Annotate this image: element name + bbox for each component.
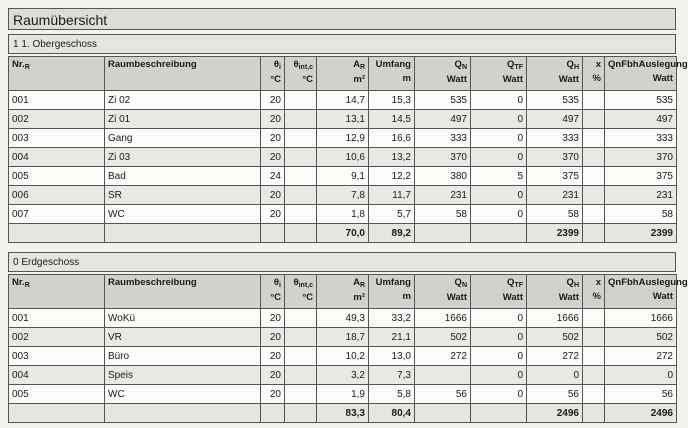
cell-room-number: 005	[9, 385, 105, 404]
cell-area: 13,1	[317, 110, 369, 129]
cell-perimeter: 12,2	[369, 167, 415, 186]
cell-heat-load-qn: 272	[415, 347, 471, 366]
cell-heat-load-qtf: 0	[471, 205, 527, 224]
column-unit: m²	[353, 74, 365, 85]
column-subscript: H	[573, 282, 579, 289]
column-header-label	[567, 277, 579, 288]
cell-heat-load-qtf: 0	[471, 328, 527, 347]
cell-floor-heating-design: 535	[605, 91, 677, 110]
column-header-label	[12, 59, 30, 70]
column-symbol: Umfang	[375, 59, 411, 70]
column-symbol: Q	[566, 277, 574, 288]
column-subscript: N	[461, 64, 467, 71]
cell-room-number: 005	[9, 167, 105, 186]
column-subscript: TF	[514, 64, 523, 71]
cell-x-percent	[583, 366, 605, 385]
cell-floor-heating-design: 375	[605, 167, 677, 186]
cell-perimeter: 15,3	[369, 91, 415, 110]
column-subscript: R	[359, 64, 365, 71]
totals-row	[9, 224, 677, 243]
cell-room-description: SR	[105, 186, 261, 205]
cell-heat-load-qn	[415, 366, 471, 385]
cell-floor-heating-design: 272	[605, 347, 677, 366]
column-symbol: θ	[293, 277, 299, 288]
total-heat-load-qn	[415, 224, 471, 243]
column-header-label	[274, 59, 281, 70]
section-heading: 0 Erdgeschoss	[8, 252, 676, 272]
cell-area: 14,7	[317, 91, 369, 110]
cell-x-percent	[583, 385, 605, 404]
column-unit: m	[402, 73, 411, 84]
cell-floor-heating-design: 0	[605, 366, 677, 385]
cell-perimeter: 16,6	[369, 129, 415, 148]
total-temp-int-c	[285, 224, 317, 243]
cell-heat-load-qtf: 0	[471, 309, 527, 328]
table-row	[9, 110, 677, 129]
cell-perimeter: 11,7	[369, 186, 415, 205]
cell-heat-load-qh: 231	[527, 186, 583, 205]
cell-room-number: 002	[9, 328, 105, 347]
cell-heat-load-qh: 1666	[527, 309, 583, 328]
cell-heat-load-qh: 272	[527, 347, 583, 366]
cell-heat-load-qtf: 0	[471, 385, 527, 404]
column-symbol: QnFbhAuslegung	[608, 59, 688, 70]
column-header-label	[12, 277, 30, 288]
cell-area: 12,9	[317, 129, 369, 148]
cell-heat-load-qn: 497	[415, 110, 471, 129]
room-table	[8, 274, 688, 423]
cell-perimeter: 21,1	[369, 328, 415, 347]
total-inside-temp	[261, 404, 285, 423]
column-header-area	[317, 275, 369, 309]
total-heat-load-qtf	[471, 224, 527, 243]
column-header-heat-load-qtf	[471, 57, 527, 91]
column-unit: m²	[353, 292, 365, 303]
column-subscript: int,c	[298, 282, 313, 289]
column-header-label	[108, 277, 197, 288]
cell-inside-temp: 20	[261, 91, 285, 110]
column-symbol: A	[353, 277, 360, 288]
cell-room-number: 002	[9, 110, 105, 129]
column-header-x-percent	[583, 57, 605, 91]
column-unit: Watt	[652, 73, 673, 84]
section-heading: 1 1. Obergeschoss	[8, 34, 676, 54]
column-symbol: Nr.	[12, 277, 25, 288]
total-perimeter: 80,4	[369, 404, 415, 423]
column-symbol: Nr.	[12, 59, 25, 70]
cell-area: 10,6	[317, 148, 369, 167]
table-row	[9, 91, 677, 110]
cell-x-percent	[583, 347, 605, 366]
cell-room-description: Büro	[105, 347, 261, 366]
cell-heat-load-qn: 502	[415, 328, 471, 347]
cell-heat-load-qh: 0	[527, 366, 583, 385]
cell-x-percent	[583, 328, 605, 347]
total-area: 70,0	[317, 224, 369, 243]
column-header-inside-temp	[261, 275, 285, 309]
cell-heat-load-qh: 333	[527, 129, 583, 148]
column-header-label	[608, 59, 688, 70]
column-header-x-percent	[583, 275, 605, 309]
column-unit: Watt	[502, 292, 523, 303]
total-floor-heating-design: 2399	[605, 224, 677, 243]
column-unit: °C	[302, 74, 313, 85]
cell-heat-load-qtf: 0	[471, 148, 527, 167]
total-x-percent	[583, 404, 605, 423]
cell-temp-int-c	[285, 205, 317, 224]
column-header-heat-load-qn	[415, 57, 471, 91]
cell-temp-int-c	[285, 91, 317, 110]
cell-temp-int-c	[285, 347, 317, 366]
cell-room-description: Bad	[105, 167, 261, 186]
total-inside-temp	[261, 224, 285, 243]
cell-temp-int-c	[285, 129, 317, 148]
cell-heat-load-qn: 1666	[415, 309, 471, 328]
cell-heat-load-qh: 375	[527, 167, 583, 186]
cell-floor-heating-design: 497	[605, 110, 677, 129]
cell-temp-int-c	[285, 309, 317, 328]
column-header-label	[596, 277, 601, 288]
cell-x-percent	[583, 186, 605, 205]
cell-temp-int-c	[285, 186, 317, 205]
column-unit: %	[592, 73, 601, 84]
cell-area: 7,8	[317, 186, 369, 205]
cell-inside-temp: 20	[261, 309, 285, 328]
total-heat-load-qh: 2496	[527, 404, 583, 423]
cell-inside-temp: 20	[261, 347, 285, 366]
column-subscript: N	[461, 282, 467, 289]
column-header-label	[507, 59, 523, 70]
totals-row	[9, 404, 677, 423]
cell-inside-temp: 20	[261, 366, 285, 385]
column-header-area	[317, 57, 369, 91]
cell-heat-load-qn: 380	[415, 167, 471, 186]
cell-room-number: 004	[9, 148, 105, 167]
column-header-label	[455, 59, 467, 70]
cell-room-number: 006	[9, 186, 105, 205]
page-title: Raumübersicht	[8, 8, 676, 30]
cell-inside-temp: 20	[261, 129, 285, 148]
column-header-room-number	[9, 275, 105, 309]
cell-room-number: 007	[9, 205, 105, 224]
cell-heat-load-qtf: 5	[471, 167, 527, 186]
cell-floor-heating-design: 370	[605, 148, 677, 167]
table-row	[9, 328, 677, 347]
cell-heat-load-qtf: 0	[471, 186, 527, 205]
total-heat-load-qtf	[471, 404, 527, 423]
column-header-label	[376, 59, 411, 70]
column-symbol: QnFbhAuslegung	[608, 277, 688, 288]
cell-heat-load-qn: 56	[415, 385, 471, 404]
cell-perimeter: 13,0	[369, 347, 415, 366]
cell-heat-load-qn: 58	[415, 205, 471, 224]
cell-heat-load-qn: 333	[415, 129, 471, 148]
column-unit: Watt	[558, 292, 579, 303]
cell-room-number: 004	[9, 366, 105, 385]
column-header-label	[293, 277, 313, 288]
column-symbol: θ	[273, 59, 280, 70]
column-header-label	[108, 59, 197, 70]
cell-x-percent	[583, 110, 605, 129]
table-row	[9, 366, 677, 385]
cell-x-percent	[583, 205, 605, 224]
column-symbol: Q	[507, 277, 515, 288]
cell-heat-load-qtf: 0	[471, 366, 527, 385]
column-header-label	[596, 59, 601, 70]
total-heat-load-qn	[415, 404, 471, 423]
cell-heat-load-qtf: 0	[471, 91, 527, 110]
column-symbol: Q	[454, 277, 462, 288]
cell-x-percent	[583, 167, 605, 186]
cell-x-percent	[583, 309, 605, 328]
column-subscript: H	[573, 64, 579, 71]
total-area: 83,3	[317, 404, 369, 423]
column-header-temp-int-c	[285, 275, 317, 309]
cell-heat-load-qtf: 0	[471, 129, 527, 148]
table-row	[9, 347, 677, 366]
cell-inside-temp: 20	[261, 385, 285, 404]
cell-heat-load-qh: 502	[527, 328, 583, 347]
column-subscript: int,c	[298, 64, 313, 71]
column-header-label	[455, 277, 467, 288]
column-subscript: TF	[514, 282, 523, 289]
cell-heat-load-qn: 535	[415, 91, 471, 110]
cell-floor-heating-design: 502	[605, 328, 677, 347]
column-unit: Watt	[446, 292, 467, 303]
total-temp-int-c	[285, 404, 317, 423]
column-unit: Watt	[446, 74, 467, 85]
column-unit: °C	[302, 292, 313, 303]
total-x-percent	[583, 224, 605, 243]
cell-room-description: Gang	[105, 129, 261, 148]
cell-floor-heating-design: 58	[605, 205, 677, 224]
column-unit: m	[402, 291, 411, 302]
total-floor-heating-design: 2496	[605, 404, 677, 423]
cell-room-description: Zi 01	[105, 110, 261, 129]
column-unit: Watt	[558, 74, 579, 85]
cell-area: 9,1	[317, 167, 369, 186]
column-symbol: x	[595, 59, 601, 70]
column-subscript: i	[279, 282, 281, 289]
column-header-temp-int-c	[285, 57, 317, 91]
column-unit: Watt	[652, 291, 673, 302]
table-row	[9, 309, 677, 328]
cell-perimeter: 7,3	[369, 366, 415, 385]
cell-area: 18,7	[317, 328, 369, 347]
cell-perimeter: 5,8	[369, 385, 415, 404]
column-header-label	[353, 59, 365, 70]
table-row	[9, 148, 677, 167]
cell-heat-load-qn: 370	[415, 148, 471, 167]
column-symbol: Q	[454, 59, 462, 70]
cell-area: 1,8	[317, 205, 369, 224]
column-header-label	[274, 277, 281, 288]
column-unit: °C	[270, 74, 281, 85]
cell-floor-heating-design: 1666	[605, 309, 677, 328]
column-header-inside-temp	[261, 57, 285, 91]
cell-temp-int-c	[285, 328, 317, 347]
cell-inside-temp: 24	[261, 167, 285, 186]
cell-floor-heating-design: 333	[605, 129, 677, 148]
cell-perimeter: 33,2	[369, 309, 415, 328]
column-symbol: Raumbeschreibung	[108, 59, 197, 70]
cell-floor-heating-design: 231	[605, 186, 677, 205]
cell-heat-load-qh: 535	[527, 91, 583, 110]
total-perimeter: 89,2	[369, 224, 415, 243]
cell-room-description: WoKü	[105, 309, 261, 328]
column-unit: °C	[270, 292, 281, 303]
total-room-description	[105, 404, 261, 423]
cell-perimeter: 5,7	[369, 205, 415, 224]
cell-room-description: WC	[105, 205, 261, 224]
total-room-number	[9, 224, 105, 243]
cell-room-description: Zi 03	[105, 148, 261, 167]
table-row	[9, 186, 677, 205]
cell-perimeter: 14,5	[369, 110, 415, 129]
column-header-room-description	[105, 57, 261, 91]
column-symbol: θ	[273, 277, 280, 288]
column-symbol: x	[595, 277, 601, 288]
cell-heat-load-qh: 58	[527, 205, 583, 224]
column-header-floor-heating-design	[605, 275, 688, 309]
cell-x-percent	[583, 91, 605, 110]
cell-inside-temp: 20	[261, 148, 285, 167]
cell-heat-load-qh: 56	[527, 385, 583, 404]
column-symbol: θ	[293, 59, 299, 70]
cell-room-number: 001	[9, 91, 105, 110]
cell-heat-load-qtf: 0	[471, 347, 527, 366]
cell-room-number: 003	[9, 347, 105, 366]
cell-heat-load-qh: 497	[527, 110, 583, 129]
column-header-floor-heating-design	[605, 57, 688, 91]
cell-room-number: 003	[9, 129, 105, 148]
cell-heat-load-qtf: 0	[471, 110, 527, 129]
cell-room-description: VR	[105, 328, 261, 347]
column-subscript: R	[24, 282, 30, 289]
table-row	[9, 385, 677, 404]
column-symbol: Umfang	[375, 277, 411, 288]
column-header-perimeter	[369, 57, 415, 91]
column-symbol: A	[353, 59, 360, 70]
column-unit: %	[592, 291, 601, 302]
cell-area: 3,2	[317, 366, 369, 385]
cell-inside-temp: 20	[261, 328, 285, 347]
cell-floor-heating-design: 56	[605, 385, 677, 404]
table-row	[9, 129, 677, 148]
column-header-heat-load-qh	[527, 57, 583, 91]
column-header-heat-load-qtf	[471, 275, 527, 309]
cell-area: 49,3	[317, 309, 369, 328]
cell-temp-int-c	[285, 148, 317, 167]
cell-room-description: Zi 02	[105, 91, 261, 110]
cell-heat-load-qh: 370	[527, 148, 583, 167]
cell-perimeter: 13,2	[369, 148, 415, 167]
column-subscript: R	[24, 64, 30, 71]
cell-temp-int-c	[285, 110, 317, 129]
column-header-room-number	[9, 57, 105, 91]
cell-heat-load-qn: 231	[415, 186, 471, 205]
total-room-description	[105, 224, 261, 243]
column-header-heat-load-qn	[415, 275, 471, 309]
column-symbol: Q	[566, 59, 574, 70]
cell-temp-int-c	[285, 366, 317, 385]
room-table	[8, 56, 688, 243]
column-header-label	[353, 277, 365, 288]
cell-temp-int-c	[285, 167, 317, 186]
column-symbol: Q	[507, 59, 515, 70]
cell-inside-temp: 20	[261, 205, 285, 224]
cell-inside-temp: 20	[261, 110, 285, 129]
total-room-number	[9, 404, 105, 423]
column-subscript: i	[279, 64, 281, 71]
cell-area: 1,9	[317, 385, 369, 404]
column-header-label	[567, 59, 579, 70]
cell-x-percent	[583, 129, 605, 148]
column-symbol: Raumbeschreibung	[108, 277, 197, 288]
cell-room-description: WC	[105, 385, 261, 404]
column-header-heat-load-qh	[527, 275, 583, 309]
column-header-perimeter	[369, 275, 415, 309]
cell-area: 10,2	[317, 347, 369, 366]
cell-inside-temp: 20	[261, 186, 285, 205]
total-heat-load-qh: 2399	[527, 224, 583, 243]
table-row	[9, 167, 677, 186]
column-header-label	[293, 59, 313, 70]
column-unit: Watt	[502, 74, 523, 85]
column-header-label	[507, 277, 523, 288]
table-row	[9, 205, 677, 224]
cell-room-description: Speis	[105, 366, 261, 385]
cell-room-number: 001	[9, 309, 105, 328]
column-header-label	[608, 277, 688, 288]
cell-x-percent	[583, 148, 605, 167]
cell-temp-int-c	[285, 385, 317, 404]
column-header-room-description	[105, 275, 261, 309]
column-subscript: R	[359, 282, 365, 289]
column-header-label	[376, 277, 411, 288]
